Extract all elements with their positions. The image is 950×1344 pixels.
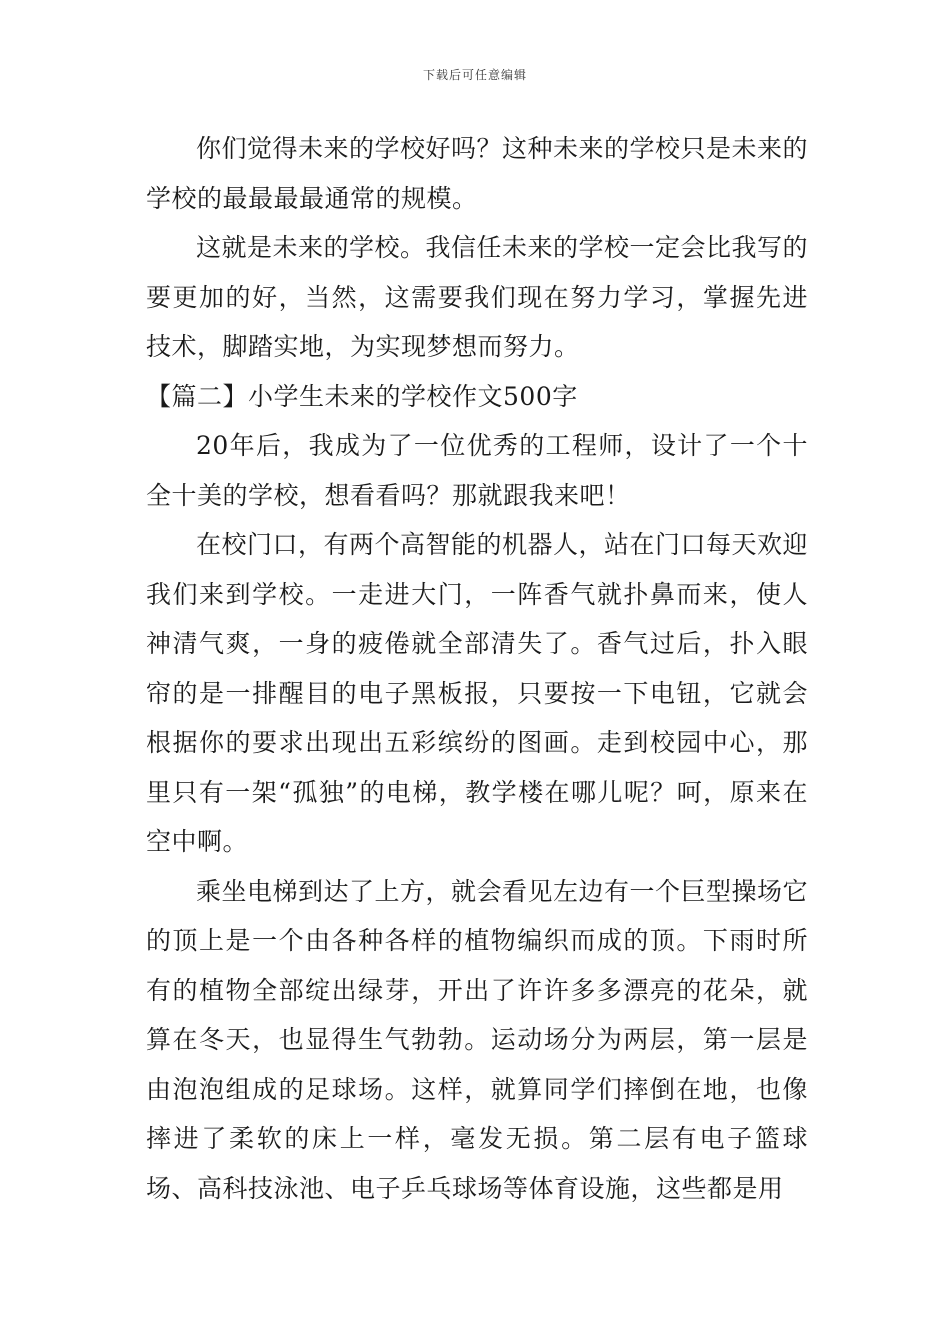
paragraph-2: 这就是未来的学校。我信任未来的学校一定会比我写的要更加的好，当然，这需要我们现在努力学习，掌握先进技术，脚踏实地，为实现梦想而努力。: [146, 233, 809, 361]
paragraph-3: 20年后，我成为了一位优秀的工程师，设计了一个十全十美的学校，想看看吗？那就跟我来吧！: [146, 431, 808, 510]
document-body: [146, 124, 808, 1213]
paragraph-1: 你们觉得未来的学校好吗？这种未来的学校只是未来的学校的最最最最通常的规模。: [146, 134, 809, 213]
paragraph-4: 在校门口，有两个高智能的机器人，站在门口每天欢迎我们来到学校。一走进大门，一阵香气就扑鼻而来，使人神清气爽，一身的疲倦就全部清失了。香气过后，扑入眼帘的是一排醒目的电子黑板报，只要按一下电钮，它就会根据你的要求出现出五彩缤纷的图画。走到校园中心，那里只有一架“孤独”的电梯，教学楼在哪儿呢？呵，原来在空中啊。: [146, 530, 809, 856]
paragraph-5: 乘坐电梯到达了上方，就会看见左边有一个巨型操场它的顶上是一个由各种各样的植物编织而成的顶。下雨时所有的植物全部绽出绿芽，开出了许许多多漂亮的花朵，就算在冬天，也显得生气勃勃。运动场分为两层，第一层是由泡泡组成的足球场。这样，就算同学们摔倒在地，也像摔进了柔软的床上一样，毫发无损。第二层有电子篮球场、高科技泳池、电子乒乓球场等体育设施，这些都是用: [146, 876, 809, 1203]
page-header: 下载后可任意编辑: [422, 68, 527, 82]
section-heading: 【篇二】小学生未来的学校作文500字: [146, 381, 578, 411]
